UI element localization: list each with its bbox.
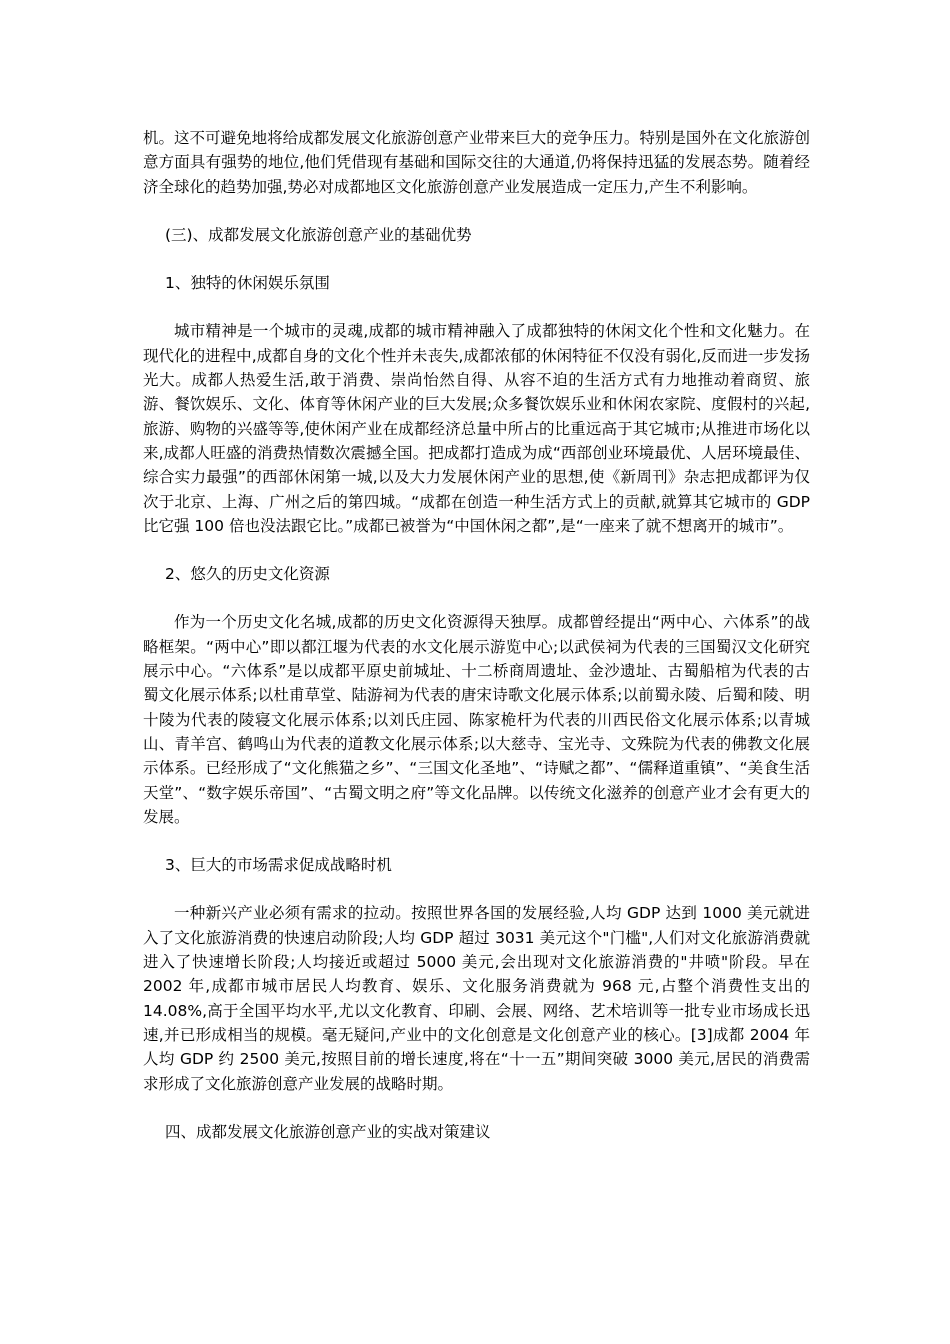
spacer (143, 295, 810, 319)
subheading-market-demand: 3、巨大的市场需求促成战略时机 (165, 856, 392, 875)
spacer (143, 586, 810, 610)
paragraph-market-demand: 一种新兴产业必须有需求的拉动。按照世界各国的发展经验,人均 GDP 达到 1000 美元就进入了文化旅游消费的快速启动阶段;人均 GDP 超过 3031 美元这个"门槛",人们对文化旅游消费就进入了快速增长阶段;人均接近或超过 5000 美元,会出现对文化旅游消费的"井喷"阶段。早在 2002 年,成都市城市居民人均教育、娱乐、文化服务消费就为 968 元,占整个消费性支出的 14.08%,高于全国平均水平,尤以文化教育、印刷、会展、网络、艺术培训等一批专业市场成长迅速,并已形成相当的规模。毫无疑问,产业中的文化创意是文化创意产业的核心。[3]成都 2004 年人均 GDP 约 2500 美元,按照目前的增长速度,将在“十一五”期间突破 3000 美元,居民的消费需求形成了文化旅游创意产业发展的战略时期。 (143, 904, 810, 1093)
spacer (143, 877, 810, 901)
paragraph-historical-culture: 作为一个历史文化名城,成都的历史文化资源得天独厚。成都曾经提出“两中心、六体系”的战略框架。“两中心”即以都江堰为代表的水文化展示游览中心;以武侯祠为代表的三国蜀汉文化研究展示中心。“六体系”是以成都平原史前城址、十二桥商周遗址、金沙遗址、古蜀船棺为代表的古蜀文化展示体系;以杜甫草堂、陆游祠为代表的唐宋诗歌文化展示体系;以前蜀永陵、后蜀和陵、明十陵为代表的陵寝文化展示体系;以刘氏庄园、陈家桅杆为代表的川西民俗文化展示体系;以青城山、青羊宫、鹤鸣山为代表的道教文化展示体系;以大慈寺、宝光寺、文殊院为代表的佛教文化展示体系。已经形成了“文化熊猫之乡”、“三国文化圣地”、“诗赋之都”、“儒释道重镇”、“美食生活天堂”、“数字娱乐帝国”、“古蜀文明之府”等文化品牌。以传统文化滋养的创意产业才会有更大的发展。 (143, 613, 810, 826)
spacer (143, 1096, 810, 1120)
spacer (143, 829, 810, 853)
section-heading-basic-advantages: (三)、成都发展文化旅游创意产业的基础优势 (165, 225, 472, 244)
paragraph-leisure-culture: 城市精神是一个城市的灵魂,成都的城市精神融入了成都独特的休闲文化个性和文化魅力。在现代化的进程中,成都自身的文化个性并未丧失,成都浓郁的休闲特征不仅没有弱化,反而进一步发扬光大。成都人热爱生活,敢于消费、崇尚怡然自得、从容不迫的生活方式有力地推动着商贸、旅游、餐饮娱乐、文化、体育等休闲产业的巨大发展;众多餐饮娱乐业和休闲农家院、度假村的兴起,旅游、购物的兴盛等等,使休闲产业在成都经济总量中所占的比重远高于其它城市;从推进市场化以来,成都人旺盛的消费热情数次震撼全国。把成都打造成为成“西部创业环境最优、人居环境最佳、综合实力最强”的西部休闲第一城,以及大力发展休闲产业的思想,使《新周刊》杂志把成都评为仅次于北京、上海、广州之后的第四城。“成都在创造一种生活方式上的贡献,就算其它城市的 GDP 比它强 100 倍也没法跟它比。”成都已被誉为“中国休闲之都”,是“一座来了就不想离开的城市”。 (143, 322, 810, 535)
document-page (143, 126, 810, 1144)
subheading-leisure-atmosphere: 1、独特的休闲娱乐氛围 (165, 274, 330, 293)
paragraph-continuation: 机。这不可避免地将给成都发展文化旅游创意产业带来巨大的竞争压力。特别是国外在文化旅游创意方面具有强势的地位,他们凭借现有基础和国际交往的大通道,仍将保持迅猛的发展态势。随着经济全球化的趋势加强,势必对成都地区文化旅游创意产业发展造成一定压力,产生不利影响。 (143, 129, 810, 196)
section-heading-strategy-suggestions: 四、成都发展文化旅游创意产业的实战对策建议 (165, 1122, 491, 1141)
spacer (143, 538, 810, 562)
spacer (143, 199, 810, 223)
subheading-historical-resources: 2、悠久的历史文化资源 (165, 565, 330, 584)
spacer (143, 247, 810, 271)
